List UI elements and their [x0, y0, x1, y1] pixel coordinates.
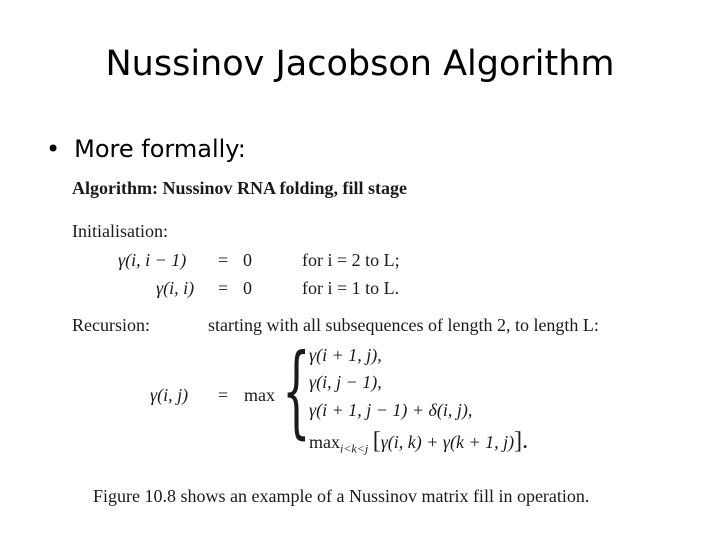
case-4-close-bracket: ]. — [514, 428, 529, 454]
case-4-max: max — [309, 432, 340, 452]
case-2: γ(i, j − 1), — [309, 372, 382, 392]
recursion-max: max — [244, 385, 275, 405]
bullet-item — [46, 135, 246, 163]
init-val-1: 0 — [243, 250, 252, 270]
page-title: Nussinov Jacobson Algorithm — [105, 44, 615, 84]
init-val-2: 0 — [243, 278, 252, 298]
init-eq-1: = — [218, 250, 229, 270]
figure-caption: Figure 10.8 shows an example of a Nussinov matrix fill in operation. — [93, 486, 590, 506]
bullet-text: More formally: — [74, 135, 246, 163]
init-cond-1: for i = 2 to L; — [302, 250, 400, 270]
init-cond-2: for i = 1 to L. — [302, 278, 400, 298]
case-4-open-bracket: [ — [372, 428, 381, 454]
case-1: γ(i + 1, j), — [309, 345, 382, 365]
left-brace: { — [282, 332, 311, 449]
init-lhs-1: γ(i, i − 1) — [118, 250, 187, 270]
recursion-eq: = — [218, 385, 229, 405]
recursion-note: starting with all subsequences of length 2, to length L: — [208, 315, 599, 335]
case-4-subscript: i<k<j — [340, 441, 369, 456]
algorithm-figure — [72, 178, 692, 518]
recursion-lhs: γ(i, j) — [150, 385, 189, 405]
case-3: γ(i + 1, j − 1) + δ(i, j), — [309, 400, 473, 420]
case-4 — [309, 428, 528, 457]
bullet-symbol: • — [46, 135, 61, 163]
init-eq-2: = — [218, 278, 229, 298]
recursion-label: Recursion: — [72, 315, 150, 335]
algorithm-heading: Algorithm: Nussinov RNA folding, fill stage — [72, 178, 408, 198]
init-label: Initialisation: — [72, 221, 168, 241]
case-4-body: γ(i, k) + γ(k + 1, j) — [380, 432, 515, 452]
init-lhs-2: γ(i, i) — [156, 278, 195, 298]
